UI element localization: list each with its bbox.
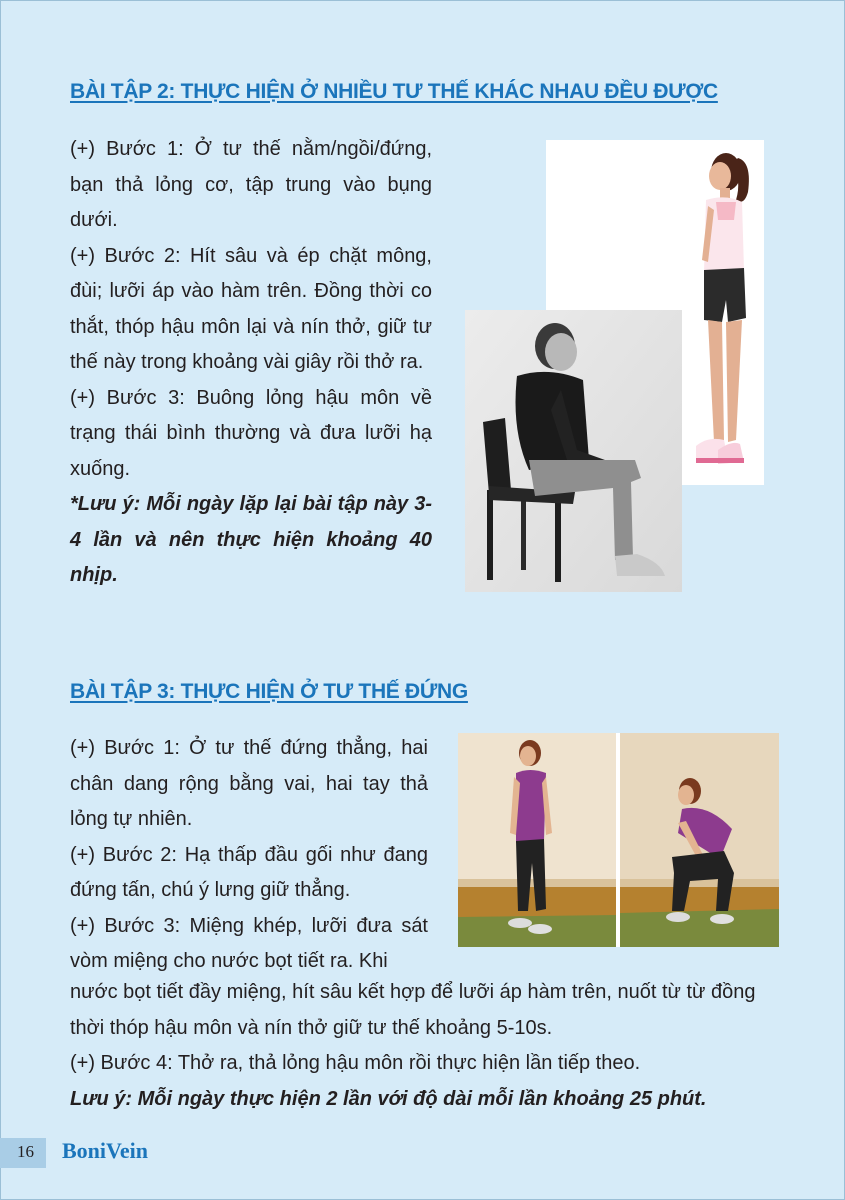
sitting-man-photo: [465, 310, 682, 592]
exercise2-steps: [70, 132, 432, 594]
exercise2-step3: (+) Bước 3: Buông lỏng hậu môn về trạng thái bình thường và đưa lưỡi hạ xuống.: [70, 386, 432, 480]
page-number: 16: [17, 1142, 34, 1161]
exercise3-step1: (+) Bước 1: Ở tư thế đứng thẳng, hai chân dang rộng bằng vai, hai tay thả lỏng tự nhiên.: [70, 737, 428, 830]
exercise2-heading: BÀI TẬP 2: THỰC HIỆN Ở NHIỀU TƯ THẾ KHÁC NHAU ĐỀU ĐƯỢC: [70, 80, 718, 103]
exercise3-steps-bottom: [70, 975, 790, 1117]
exercise3-step3-part2: nước bọt tiết đầy miệng, hít sâu kết hợp để lưỡi áp hàm trên, nuốt từ từ đồng thời thóp hậu môn và nín thở giữ tư thế khoảng 5-10s.: [70, 981, 756, 1039]
exercise2-step1: (+) Bước 1: Ở tư thế nằm/ngồi/đứng, bạn thả lỏng cơ, tập trung vào bụng dưới.: [70, 138, 432, 231]
squat-sequence-illustration: [458, 733, 779, 947]
exercise3-step4: (+) Bước 4: Thở ra, thả lỏng hậu môn rồi thực hiện lần tiếp theo.: [70, 1052, 641, 1074]
exercise3-step3-part1: (+) Bước 3: Miệng khép, lưỡi đưa sát vòm miệng cho nước bọt tiết ra. Khi: [70, 914, 428, 972]
brand-logo: BoniVein: [62, 1138, 149, 1163]
sitting-man-illustration: [465, 310, 682, 592]
exercise3-step2: (+) Bước 2: Hạ thấp đầu gối như đang đứng tấn, chú ý lưng giữ thẳng.: [70, 843, 428, 901]
squat-sequence-photo: [458, 733, 779, 947]
exercise3-heading: BÀI TẬP 3: THỰC HIỆN Ở TƯ THẾ ĐỨNG: [70, 680, 468, 703]
exercise2-step2: (+) Bước 2: Hít sâu và ép chặt mông, đùi; lưỡi áp vào hàm trên. Đồng thời co thắt, thóp hậu môn lại và nín thở, giữ tư thế này trong khoảng vài giây rồi thở ra.: [70, 244, 432, 373]
exercise2-note: *Lưu ý: Mỗi ngày lặp lại bài tập này 3-4 lần và nên thực hiện khoảng 40 nhịp.: [70, 493, 432, 586]
exercise3-steps-top: [70, 731, 428, 980]
exercise3-note: Lưu ý: Mỗi ngày thực hiện 2 lần với độ dài mỗi lần khoảng 25 phút.: [70, 1087, 707, 1110]
